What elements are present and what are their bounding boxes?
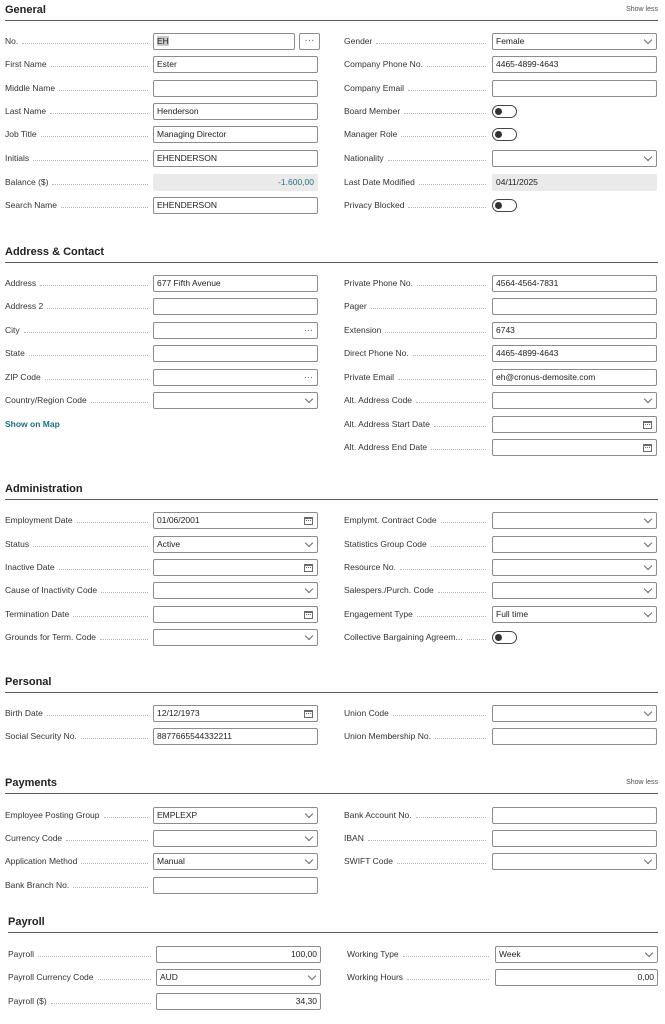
leader-dots [435,738,486,739]
label-first-name: First Name [5,59,47,69]
leader-dots [397,863,486,864]
select-country[interactable] [153,392,318,409]
input-private-phone[interactable] [492,275,657,292]
show-less-link-general[interactable]: Show less [626,6,658,13]
label-payroll-currency: Payroll Currency Code [8,972,94,982]
label-direct-phone: Direct Phone No. [344,348,409,358]
leader-dots [59,569,148,570]
select-union-code[interactable] [492,705,657,722]
label-company-phone: Company Phone No. [344,59,423,69]
leader-dots [393,715,486,716]
leader-dots [73,887,148,888]
ellipsis-icon[interactable]: ··· [304,325,313,335]
value-extension: 6743 [496,325,515,335]
label-nationality: Nationality [344,153,384,163]
label-status: Status [5,539,30,549]
label-payroll-usd: Payroll ($) [8,996,47,1006]
value-engagement-type: Full time [496,609,529,619]
section-divider-payroll [8,932,658,933]
section-title-general[interactable]: General [5,4,46,16]
value-balance: -1.600,00 [278,177,314,187]
input-working-hours[interactable] [495,969,658,986]
chevron-down-icon[interactable] [642,607,653,622]
input-pager[interactable] [492,298,657,315]
leader-dots [401,136,486,137]
label-collective: Collective Bargaining Agreem... [344,632,463,642]
calendar-icon[interactable] [303,607,314,622]
chevron-down-icon[interactable] [642,560,653,575]
leader-dots [404,113,486,114]
label-privacy-blocked: Privacy Blocked [344,200,405,210]
input-birth-date[interactable] [153,705,318,722]
chevron-down-icon[interactable] [303,831,314,846]
input-payroll[interactable] [156,946,321,963]
value-initials: EHENDERSON [157,153,217,163]
input-address[interactable] [153,275,318,292]
section-title-payments[interactable]: Payments [5,777,57,789]
input-extension[interactable] [492,322,657,339]
label-bank-branch: Bank Branch No. [5,880,70,890]
label-extension: Extension [344,325,382,335]
show-on-map-link[interactable]: Show on Map [5,419,60,429]
leader-dots [66,840,148,841]
input-job-title[interactable] [153,126,318,143]
value-posting-group: EMPLEXP [157,810,198,820]
label-address: Address [5,278,37,288]
leader-dots [417,616,486,617]
value-job-title: Managing Director [157,129,227,139]
label-private-email: Private Email [344,372,395,382]
input-ssn[interactable] [153,728,318,745]
label-posting-group: Employee Posting Group [5,810,100,820]
leader-dots [38,956,151,957]
label-zip: ZIP Code [5,372,41,382]
leader-dots [33,160,148,161]
label-swift: SWIFT Code [344,856,393,866]
chevron-down-icon[interactable] [303,537,314,552]
label-engagement-type: Engagement Type [344,609,413,619]
label-manager-role: Manager Role [344,129,398,139]
label-address2: Address 2 [5,301,44,311]
assist-edit-button[interactable]: ··· [299,33,320,50]
select-nationality[interactable] [492,150,657,167]
ellipsis-icon[interactable]: ··· [304,372,313,382]
input-zip[interactable] [153,369,318,386]
input-no[interactable] [153,33,295,50]
leader-dots [371,308,486,309]
section-title-personal[interactable]: Personal [5,676,52,688]
leader-dots [431,449,486,450]
label-gender: Gender [344,36,373,46]
toggle-collective[interactable] [492,631,517,644]
leader-dots [61,207,148,208]
chevron-down-icon[interactable] [642,854,653,869]
chevron-down-icon[interactable] [303,630,314,645]
select-alt-address-code[interactable] [492,392,657,409]
label-contract-code: Emplymt. Contract Code [344,515,437,525]
input-union-membership[interactable] [492,728,657,745]
chevron-down-icon[interactable] [303,808,314,823]
toggle-knob [495,202,502,209]
chevron-down-icon[interactable] [642,583,653,598]
input-city[interactable] [153,322,318,339]
label-ssn: Social Security No. [5,731,77,741]
label-grounds-term: Grounds for Term. Code [5,632,97,642]
label-alt-end: Alt. Address End Date [344,442,428,452]
input-iban[interactable] [492,830,657,847]
calendar-icon[interactable] [303,513,314,528]
leader-dots [51,66,148,67]
label-union-membership: Union Membership No. [344,731,431,741]
select-application-method[interactable] [153,853,318,870]
chevron-down-icon[interactable] [642,393,653,408]
label-balance: Balance ($) [5,177,49,187]
input-balance [153,174,318,191]
value-last-name: Henderson [157,106,199,116]
value-ssn: 8877665544332211 [157,731,233,741]
label-no: No. [5,36,19,46]
calendar-icon[interactable] [642,417,653,432]
leader-dots [73,616,148,617]
label-country: Country/Region Code [5,395,87,405]
chevron-down-icon[interactable] [642,151,653,166]
label-alt-start: Alt. Address Start Date [344,419,430,429]
leader-dots [431,546,486,547]
label-statistics-group: Statistics Group Code [344,539,427,549]
leader-dots [52,184,148,185]
toggle-privacy-blocked[interactable] [492,199,517,212]
value-private-phone: 4564-4564-7831 [496,278,559,288]
label-pager: Pager [344,301,367,311]
toggle-manager-role[interactable] [492,128,517,141]
chevron-down-icon[interactable] [642,537,653,552]
leader-dots [29,355,148,356]
label-termination-date: Termination Date [5,609,70,619]
leader-dots [413,355,486,356]
label-salespers: Salespers./Purch. Code [344,585,434,595]
label-resource-no: Resource No. [344,562,396,572]
section-title-administration[interactable]: Administration [5,483,83,495]
leader-dots [408,90,486,91]
section-title-payroll[interactable]: Payroll [8,916,45,928]
label-employment-date: Employment Date [5,515,73,525]
select-gender[interactable] [492,33,657,50]
label-payroll: Payroll [8,949,34,959]
value-search-name: EHENDERSON [157,200,217,210]
input-inactive-date[interactable] [153,559,318,576]
input-first-name[interactable] [153,56,318,73]
input-alt-start[interactable] [492,416,657,433]
section-divider-general [5,20,658,21]
leader-dots [77,522,148,523]
select-posting-group[interactable] [153,807,318,824]
chevron-down-icon[interactable] [643,947,654,962]
leader-dots [81,738,148,739]
label-bank-account: Bank Account No. [344,810,412,820]
value-last-date-modified: 04/11/2025 [496,177,538,187]
leader-dots [98,979,151,980]
value-status: Active [157,539,181,549]
value-employment-date: 01/06/2001 [157,515,200,525]
label-working-hours: Working Hours [347,972,404,982]
label-middle-name: Middle Name [5,83,56,93]
chevron-down-icon[interactable] [642,513,653,528]
calendar-icon[interactable] [303,706,314,721]
leader-dots [368,840,486,841]
leader-dots [41,136,148,137]
leader-dots [104,817,148,818]
leader-dots [22,43,148,44]
label-birth-date: Birth Date [5,708,43,718]
chevron-down-icon[interactable] [303,854,314,869]
calendar-icon[interactable] [642,440,653,455]
leader-dots [59,90,148,91]
value-company-phone: 4465-4899-4643 [496,59,559,69]
label-private-phone: Private Phone No. [344,278,413,288]
leader-dots [24,332,148,333]
leader-dots [376,43,486,44]
select-grounds-term[interactable] [153,629,318,646]
leader-dots [50,113,148,114]
input-company-email[interactable] [492,80,657,97]
leader-dots [45,379,148,380]
leader-dots [47,308,148,309]
chevron-down-icon[interactable] [306,970,317,985]
chevron-down-icon[interactable] [642,34,653,49]
input-bank-account[interactable] [492,807,657,824]
select-working-type[interactable] [495,946,658,963]
show-less-link-payments[interactable]: Show less [626,779,658,786]
label-inactive-date: Inactive Date [5,562,55,572]
input-company-phone[interactable] [492,56,657,73]
label-last-date-modified: Last Date Modified [344,177,415,187]
input-address2[interactable] [153,298,318,315]
select-status[interactable] [153,536,318,553]
select-engagement-type[interactable] [492,606,657,623]
leader-dots [434,426,486,427]
value-payroll-currency: AUD [160,972,178,982]
leader-dots [388,160,486,161]
input-direct-phone[interactable] [492,345,657,362]
select-resource-no[interactable] [492,559,657,576]
select-salespers[interactable] [492,582,657,599]
input-termination-date[interactable] [153,606,318,623]
input-alt-end[interactable] [492,439,657,456]
leader-dots [438,592,486,593]
leader-dots [100,639,148,640]
input-private-email[interactable] [492,369,657,386]
label-application-method: Application Method [5,856,78,866]
label-city: City [5,325,20,335]
toggle-board-member[interactable] [492,105,517,118]
value-direct-phone: 4465-4899-4643 [496,348,559,358]
label-alt-address-code: Alt. Address Code [344,395,413,405]
toggle-knob [495,634,502,641]
label-currency-code: Currency Code [5,833,63,843]
leader-dots [408,207,486,208]
select-statistics-group[interactable] [492,536,657,553]
section-divider-address [5,262,658,263]
value-payroll-usd: 34,30 [295,996,317,1006]
leader-dots [400,569,486,570]
leader-dots [417,285,486,286]
toggle-knob [495,131,502,138]
calendar-icon[interactable] [303,560,314,575]
leader-dots [47,715,148,716]
label-board-member: Board Member [344,106,401,116]
leader-dots [81,863,148,864]
section-divider-administration [5,499,658,500]
select-contract-code[interactable] [492,512,657,529]
toggle-knob [495,108,502,115]
section-divider-payments [5,793,658,794]
leader-dots [398,379,486,380]
section-title-address[interactable]: Address & Contact [5,246,105,258]
selected-value-no: EH [157,36,169,46]
value-no [157,34,291,49]
leader-dots [51,1003,151,1004]
chevron-down-icon[interactable] [303,393,314,408]
value-gender: Female [496,36,525,46]
select-payroll-currency[interactable] [156,969,321,986]
label-union-code: Union Code [344,708,389,718]
value-working-hours: 0,00 [637,972,654,982]
label-iban: IBAN [344,833,364,843]
label-company-email: Company Email [344,83,404,93]
label-last-name: Last Name [5,106,47,116]
leader-dots [419,184,486,185]
value-address: 677 Fifth Avenue [157,278,221,288]
input-last-name[interactable] [153,103,318,120]
label-job-title: Job Title [5,129,37,139]
input-initials[interactable] [153,150,318,167]
input-middle-name[interactable] [153,80,318,97]
chevron-down-icon[interactable] [303,583,314,598]
value-first-name: Ester [157,59,177,69]
leader-dots [416,402,486,403]
leader-dots [91,402,148,403]
label-cause-inactivity: Cause of Inactivity Code [5,585,98,595]
leader-dots [33,546,148,547]
value-working-type: Week [499,949,521,959]
leader-dots [40,285,148,286]
label-search-name: Search Name [5,200,57,210]
input-state[interactable] [153,345,318,362]
label-working-type: Working Type [347,949,399,959]
select-swift[interactable] [492,853,657,870]
leader-dots [427,66,486,67]
input-payroll-usd[interactable] [156,993,321,1010]
label-state: State [5,348,25,358]
chevron-down-icon[interactable] [642,706,653,721]
input-employment-date[interactable] [153,512,318,529]
value-private-email: eh@cronus-demosite.com [496,372,596,382]
leader-dots [403,956,489,957]
leader-dots [416,817,486,818]
input-search-name[interactable] [153,197,318,214]
value-application-method: Manual [157,856,185,866]
label-initials: Initials [5,153,30,163]
leader-dots [101,592,148,593]
leader-dots [467,639,486,640]
value-birth-date: 12/12/1973 [157,708,200,718]
leader-dots [407,979,489,980]
select-currency-code[interactable] [153,830,318,847]
input-last-date-modified [492,174,657,191]
leader-dots [441,522,486,523]
value-payroll: 100,00 [291,949,317,959]
section-divider-personal [5,692,658,693]
input-bank-branch[interactable] [153,877,318,894]
select-cause-inactivity[interactable] [153,582,318,599]
leader-dots [385,332,486,333]
